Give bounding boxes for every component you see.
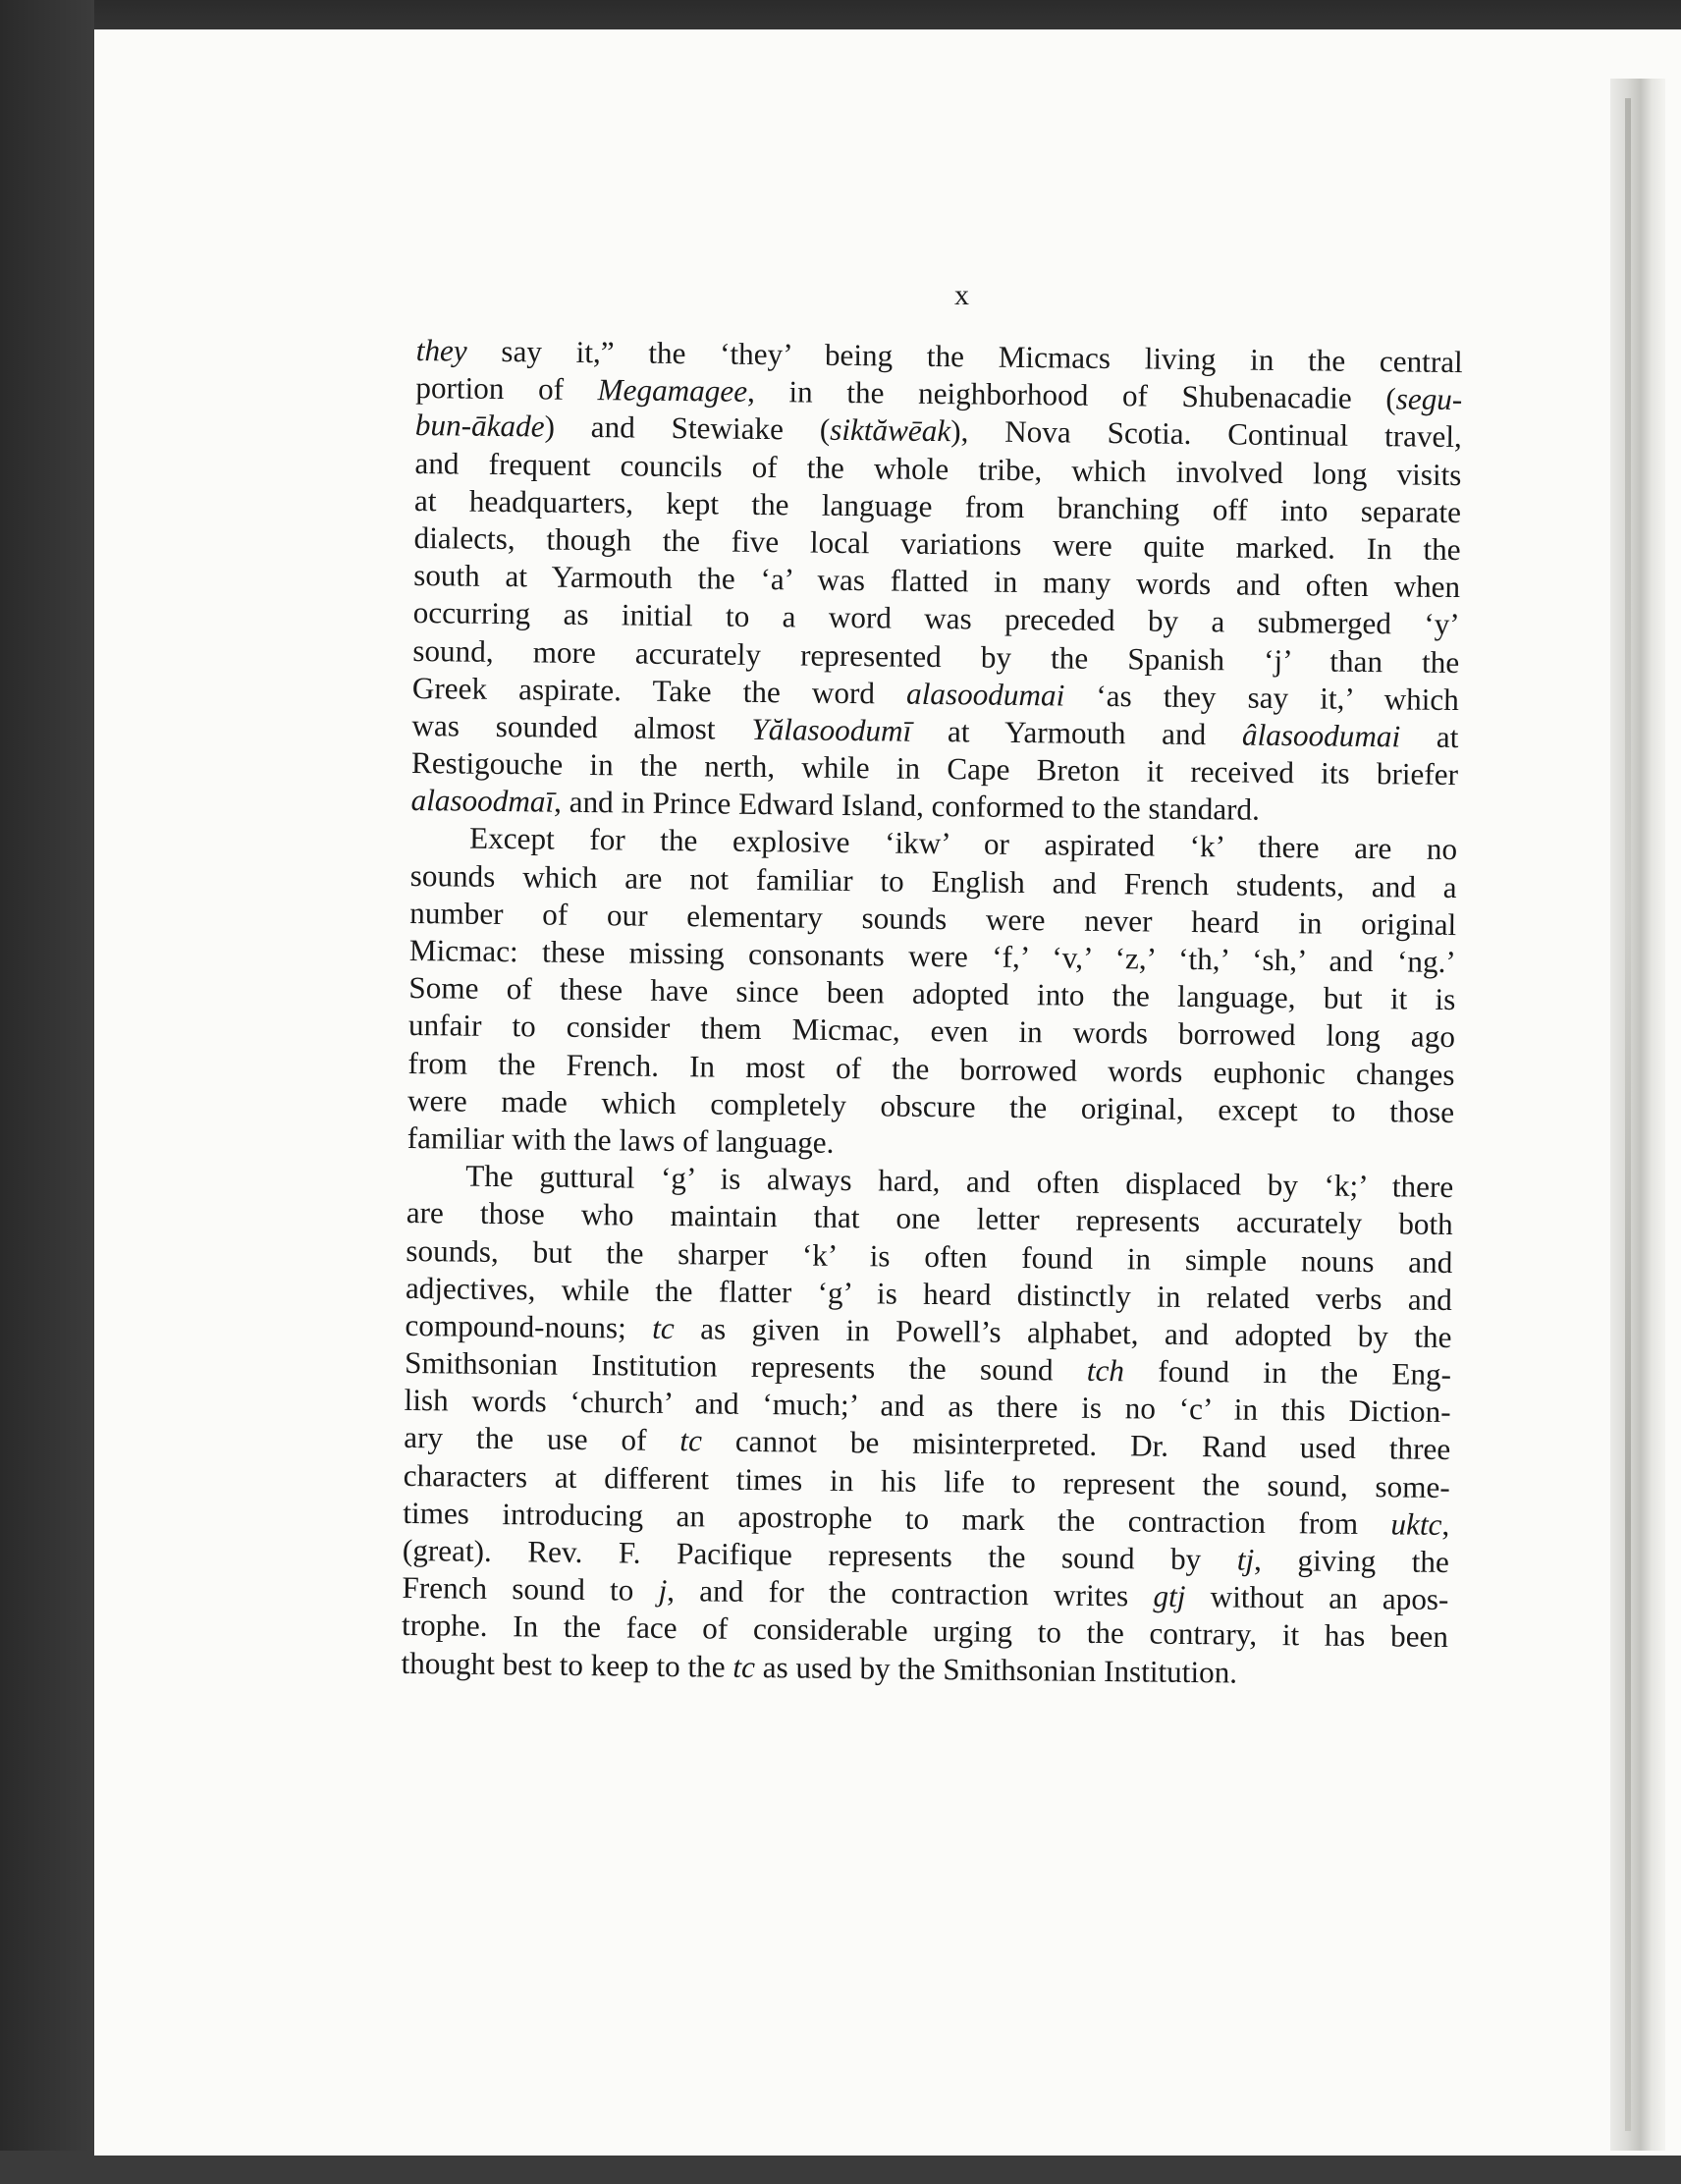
text-run: occurring as initial to a word was preceded by a submerged ‘y’ [412,595,1460,642]
text-run: Micmac: these missing consonants were ‘f,’ ‘v,’ ‘z,’ ‘th,’ ‘sh,’ and ‘ng.’ [408,932,1456,980]
text-run: without an apos- [1185,1579,1449,1617]
italic-term: tc [652,1310,675,1345]
text-run: sound, more accurately represented by the Spanish ‘j’ than the [412,632,1460,680]
italic-term: tj [1236,1542,1255,1577]
text-run: portion of [415,370,598,408]
italic-term: bun-ākade [414,408,545,444]
text-run: south at Yarmouth the ‘a’ was flatted in many words and often when [412,558,1461,605]
italic-term: tc [732,1649,756,1684]
text-run: Greek aspirate. Take the word [411,670,907,711]
body-text [401,332,1463,1694]
text-run: times introducing an apostrophe to mark the contraction from [403,1495,1391,1542]
text-run: , in the neighborhood of Shubenacadie ( [746,374,1396,416]
text-run: Restigouche in the nerth, while in Cape Breton it received its briefer [410,745,1459,792]
text-run: sounds, but the sharper ‘k’ is often found in simple nouns and [406,1232,1453,1280]
text-run: were made which completely obscure the original, except to those [407,1082,1455,1129]
text-run: characters at different times in his life to represent the sound, some- [403,1457,1450,1504]
page-edge-shadow [1610,79,1665,2151]
page-number: x [954,279,970,311]
text-run: (great). Rev. F. Pacifique represents the sound by [402,1532,1238,1577]
text-run: dialects, though the five local variations were quite marked. In the [413,519,1461,568]
text-run: adjectives, while the flatter ‘g’ is heard distinctly in related verbs and [405,1270,1453,1317]
italic-term: j [658,1573,668,1609]
text-run: from the French. In most of the borrowed words euphonic changes [407,1045,1455,1092]
text-run: compound-nouns; [405,1307,653,1345]
paragraph-p1 [410,332,1463,831]
italic-term: gtj [1153,1578,1186,1614]
paragraph-p2 [407,819,1457,1169]
text-run: found in the Eng- [1123,1353,1452,1392]
text-run: thought best to keep to the [401,1645,733,1684]
text-run: at [1399,719,1459,754]
text-run: unfair to consider them Micmac, even in words borrowed long ago [407,1008,1456,1055]
text-run: was sounded almost [411,707,752,746]
text-run: cannot be misinterpreted. Dr. Rand used three [701,1423,1451,1467]
text-run: sounds which are not familiar to English and French students, and a [409,857,1457,904]
text-run: familiar with the laws of language. [407,1119,835,1160]
text-run: ), Nova Scotia. Continual travel, [949,413,1463,455]
text-run: Except for the explosive ‘ikw’ or aspirated ‘k’ there are no [468,821,1458,867]
scanner-background-bottom [0,2151,1681,2184]
text-run: as used by the Smithsonian Institution. [754,1649,1238,1690]
text-run: ‘as they say it,’ which [1064,678,1460,717]
text-run: French sound to [402,1570,659,1609]
text-run: The guttural ‘g’ is always hard, and often displaced by ‘k;’ there [465,1158,1454,1205]
text-run: ) and Stewiake ( [544,409,831,448]
italic-term: tc [679,1423,703,1458]
text-run: trophe. In the face of considerable urging to the contrary, it has been [401,1608,1449,1655]
text-run: , and for the contraction writes [667,1573,1154,1613]
italic-term: tch [1086,1352,1125,1389]
text-run: say it,” the ‘they’ being the Micmacs living in the central [466,333,1463,380]
text-run: Smithsonian Institution represents the sound [404,1344,1088,1388]
italic-term: âlasoodumai [1241,717,1401,754]
text-run: , and in Prince Edward Island, conformed to the standard. [553,784,1261,828]
text-run: , [1441,1506,1450,1542]
italic-term: Megamagee [597,372,748,410]
italic-term: alasoodmaī [410,783,555,819]
italic-term: alasoodumai [905,676,1065,713]
text-run: Some of these have since been adopted into the language, but it is [408,970,1456,1017]
text-run: lish words ‘church’ and ‘much;’ and as there is no ‘c’ in this Diction- [404,1383,1451,1430]
scanner-background-left [0,0,94,2184]
text-run: number of our elementary sounds were never heard in original [409,895,1457,942]
italic-term: siktăwēak [830,412,951,449]
text-run: as given in Powell’s alphabet, and adopted by the [674,1310,1452,1354]
italic-term: they [415,332,467,368]
italic-term: uktc [1390,1506,1442,1542]
text-run: and frequent councils of the whole tribe, which involved long visits [414,445,1462,492]
italic-term: segu- [1395,381,1463,417]
text-run: at headquarters, kept the language from branching off into separate [413,482,1462,529]
page-edge-line [1625,98,1631,2131]
italic-term: Yălasoodumī [751,711,912,748]
text-run: at Yarmouth and [911,713,1243,752]
paragraph-p3 [401,1157,1453,1694]
text-run: ary the use of [404,1420,680,1458]
text-run: are those who maintain that one letter represents accurately both [406,1195,1453,1242]
text-run: , giving the [1253,1542,1450,1580]
